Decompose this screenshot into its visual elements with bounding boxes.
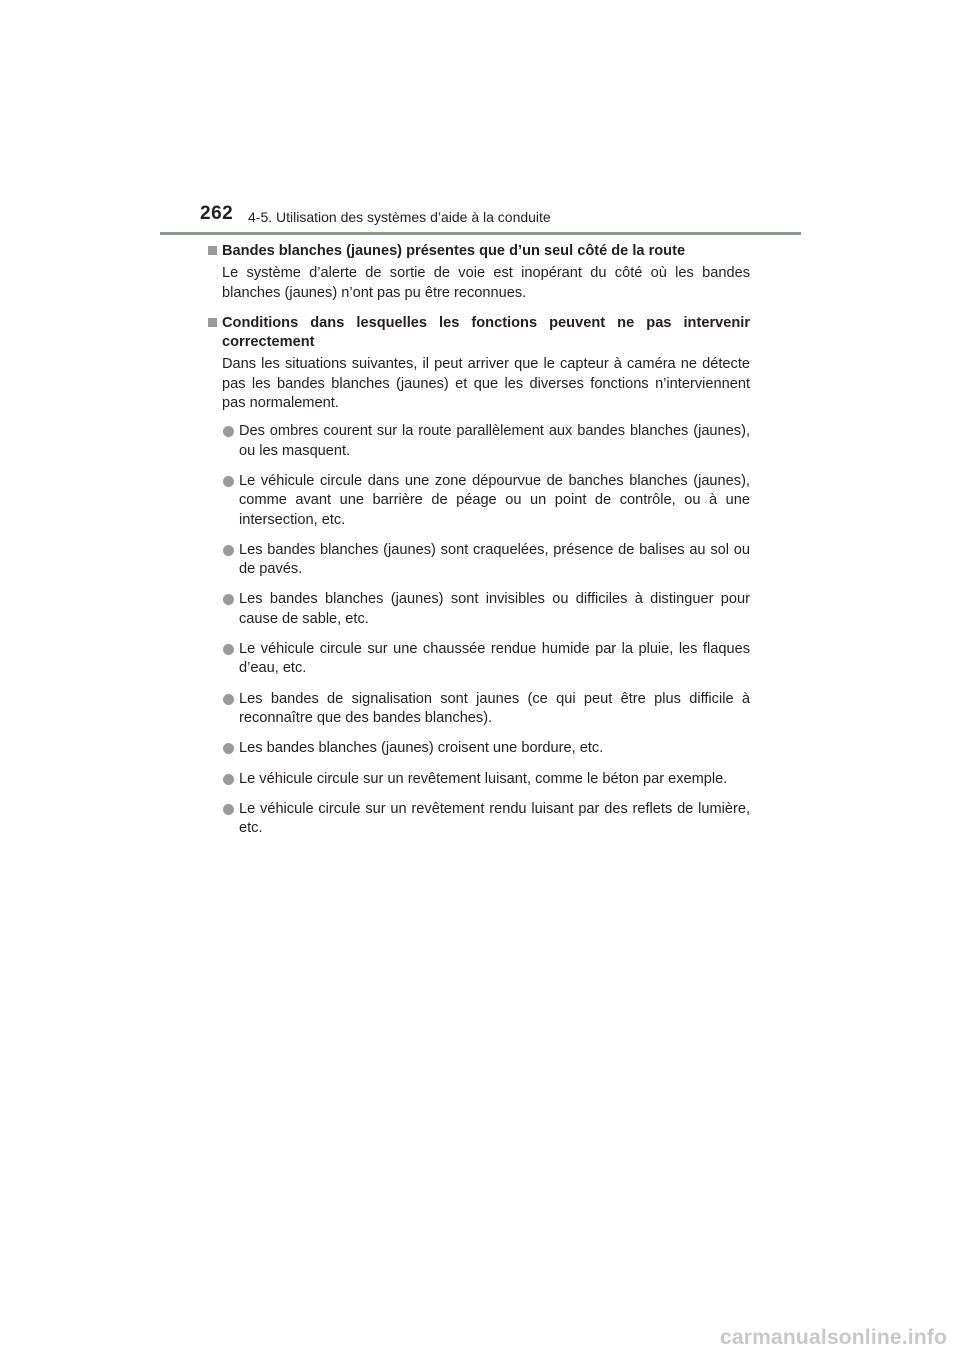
round-bullet-icon: [223, 804, 234, 815]
round-bullet-icon: [223, 426, 234, 437]
list-item-text: Le véhicule circule sur un revêtement luisant, comme le béton par exemple.: [239, 770, 728, 787]
round-bullet-icon: [223, 743, 234, 754]
round-bullet-icon: [223, 545, 234, 556]
page-content: [208, 242, 750, 849]
header-divider: [160, 232, 801, 235]
list-item-text: Les bandes blanches (jaunes) sont invisibles ou difficiles à distinguer pour cause de sable, etc.: [239, 591, 750, 627]
list-item: [208, 422, 750, 461]
list-item: [208, 690, 750, 729]
square-bullet-icon: [208, 246, 217, 255]
section-body: Dans les situations suivantes, il peut arriver que le capteur à caméra ne détecte pas les bandes blanches (jaunes) et que les diverses fonctions n’interviennent pas normalement.: [222, 356, 750, 412]
round-bullet-icon: [223, 694, 234, 705]
page-header: [0, 0, 960, 240]
conditions-list: [208, 422, 750, 838]
watermark-logo: carmanualsonline.info: [720, 1326, 948, 1349]
section-heading: [208, 242, 750, 261]
list-item-text: Le véhicule circule sur un revêtement rendu luisant par des reflets de lumière, etc.: [239, 800, 750, 837]
list-item: [208, 640, 750, 679]
list-item: [208, 472, 750, 530]
list-item-text: Le véhicule circule dans une zone dépourvue de banches blanches (jaunes), comme avant une barrière de péage ou un point de contrôle, ou à une intersection, etc.: [239, 472, 750, 528]
list-item: [208, 800, 750, 839]
list-item-text: Le véhicule circule sur une chaussée rendue humide par la pluie, les flaques d’eau, etc.: [239, 641, 750, 677]
section-heading: [208, 314, 750, 353]
list-item-text: Les bandes blanches (jaunes) sont craquelées, présence de balises au sol ou de pavés.: [239, 541, 750, 578]
list-item: [208, 541, 750, 580]
round-bullet-icon: [223, 774, 234, 785]
list-item-text: Les bandes blanches (jaunes) croisent une bordure, etc.: [239, 740, 604, 757]
list-item-text: Des ombres courent sur la route parallèlement aux bandes blanches (jaunes), ou les masquent.: [239, 423, 750, 459]
section-heading-text: Conditions dans lesquelles les fonctions peuvent ne pas intervenir correctement: [222, 314, 750, 351]
square-bullet-icon: [208, 318, 217, 327]
round-bullet-icon: [223, 594, 234, 605]
section-conditions: [208, 314, 750, 839]
list-item: [208, 770, 750, 789]
section-heading-text: Bandes blanches (jaunes) présentes que d’un seul côté de la route: [222, 243, 686, 259]
section-title: 4-5. Utilisation des systèmes d’aide à la conduite: [248, 209, 551, 225]
list-item: [208, 739, 750, 758]
page-number: 262: [200, 203, 234, 224]
section-single-side-lines: [208, 242, 750, 303]
list-item-text: Les bandes de signalisation sont jaunes (ce qui peut être plus difficile à reconnaître que des bandes blanches).: [239, 690, 750, 726]
section-body: Le système d’alerte de sortie de voie est inopérant du côté où les bandes blanches (jaunes) n’ont pas pu être reconnues.: [222, 265, 750, 301]
round-bullet-icon: [223, 644, 234, 655]
list-item: [208, 590, 750, 629]
round-bullet-icon: [223, 476, 234, 487]
